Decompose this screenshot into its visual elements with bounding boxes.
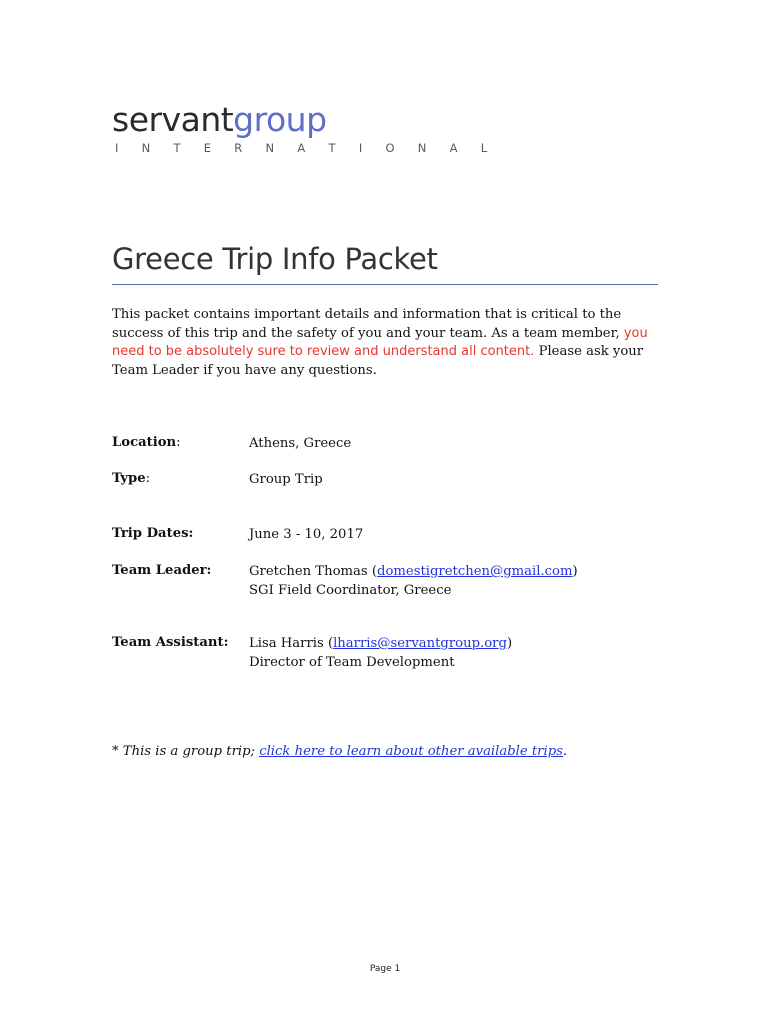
type-label-text: Type xyxy=(112,471,146,486)
team-leader-email-link[interactable]: domestigretchen@gmail.com xyxy=(377,564,573,579)
page-number-footer: Page 1 xyxy=(369,964,401,974)
note-suffix: . xyxy=(562,744,568,759)
location-label xyxy=(112,435,181,450)
team-assistant-email-link[interactable]: lharris@servantgroup.org xyxy=(333,636,507,651)
logo-wordmark xyxy=(112,100,497,140)
location-label-text: Location xyxy=(112,435,177,450)
team-leader-name: Gretchen Thomas ( xyxy=(249,564,378,579)
intro-paragraph xyxy=(112,306,660,380)
team-leader-value xyxy=(249,563,578,600)
team-leader-role: SGI Field Coordinator, Greece xyxy=(249,582,452,598)
location-label-colon: : xyxy=(176,435,181,450)
team-leader-contact xyxy=(249,563,578,582)
team-assistant-name: Lisa Harris ( xyxy=(249,636,334,651)
servant-group-logo xyxy=(112,100,497,155)
intro-text-end: Please ask your Team Leader if you have any questions. xyxy=(112,344,644,378)
team-leader-label: Team Leader: xyxy=(112,563,212,578)
type-value: Group Trip xyxy=(249,472,323,487)
team-assistant-role: Director of Team Development xyxy=(249,654,455,670)
intro-text-start: This packet contains important details and information that is critical to the success of this trip and the safety of you and your team. As a team member, xyxy=(112,307,624,341)
logo-subtitle: I N T E R N A T I O N A L xyxy=(115,141,497,155)
trip-dates-value: June 3 - 10, 2017 xyxy=(249,527,364,542)
trip-dates-label: Trip Dates: xyxy=(112,526,194,541)
other-trips-link[interactable]: click here to learn about other available trips xyxy=(259,744,563,759)
logo-word-group: group xyxy=(233,100,327,139)
team-leader-close-paren: ) xyxy=(572,564,578,579)
type-label xyxy=(112,471,150,486)
title-underline-divider xyxy=(112,284,658,285)
team-assistant-contact xyxy=(249,635,512,654)
page-title: Greece Trip Info Packet xyxy=(112,242,438,276)
intro-highlight: you need to be absolutely sure to review and understand all content. xyxy=(112,325,648,359)
team-assistant-label: Team Assistant: xyxy=(112,635,229,650)
team-assistant-close-paren: ) xyxy=(506,636,513,651)
note-prefix: * This is a group trip; xyxy=(112,744,260,759)
logo-word-servant: servant xyxy=(112,100,234,139)
group-trip-note xyxy=(112,744,567,759)
team-assistant-value xyxy=(249,635,512,672)
type-label-colon: : xyxy=(145,471,151,486)
location-value: Athens, Greece xyxy=(249,436,352,451)
